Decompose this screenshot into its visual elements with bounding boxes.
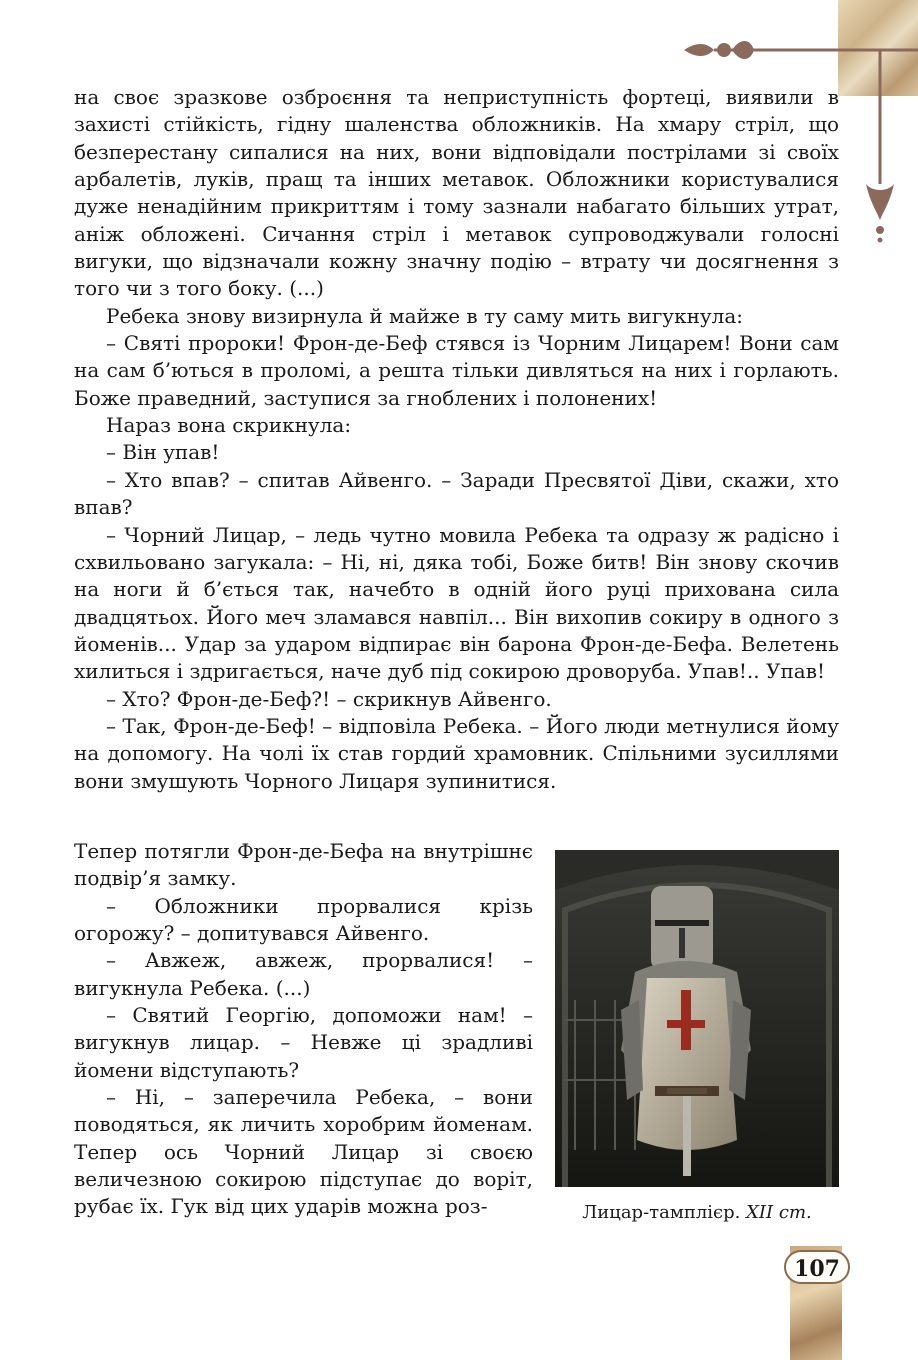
caption-text: Лицар-тамплієр.: [582, 1202, 741, 1223]
paragraph: – Обложники прорвалися крізь огорожу? – допитувався Айвенго.: [74, 893, 533, 946]
paragraph: – Святі пророки! Фрон-де-Беф стявся із Чорним Лицарем! Вони сам на сам б’ються в проломі, а решта тільки дивляться на них і горлають. Боже праведний, заступися за гноблених і полонених!: [74, 331, 839, 410]
paragraph: – Він упав!: [106, 440, 220, 465]
paragraph: – Святий Георгію, допоможи нам! – вигукнув лицар. – Невже ці зрадливі йомени відступають?: [74, 1003, 533, 1082]
paragraph: – Хто? Фрон-де-Беф?! – скрикнув Айвенго.: [106, 686, 552, 711]
page-number: 107: [784, 1250, 850, 1284]
figure-caption: [555, 1202, 839, 1223]
paragraph: – Ні, – заперечила Ребека, – вони поводяться, як личить хоробрим йоменам. Тепер ось Чорний Лицар зі своєю величезною сокирою підступає до воріт, рубає їх. Гук від цих ударів можна роз-: [74, 1085, 533, 1219]
main-text-top: [74, 84, 839, 795]
paragraph: Ребека знову визирнула й майже в ту саму мить вигукнула:: [106, 303, 744, 328]
paragraph: – Так, Фрон-де-Беф! – відповіла Ребека. – Його люди метнулися йому на допомогу. На чолі їх став гордий храмовник. Спільними зусиллями вони змушують Чорного Лицаря зупинитися.: [74, 713, 839, 793]
paragraph: – Авжеж, авжеж, прорвалися! – вигукнула Ребека. (...): [74, 948, 533, 1000]
paragraph: – Хто впав? – спитав Айвенго. – Заради Пресвятої Діви, скажи, хто впав?: [74, 467, 839, 520]
paragraph: на своє зразкове озброєння та неприступність фортеці, виявили в захисті стійкість, гідну шаленства обложників. На хмару стріл, що безперестану сипалися на них, вони відповідали пострілами зі своїх арбалетів, луків, пращ та інших метавок. Обложники користувалися дуже ненадійним прикриттям і тому зазнали набагато більших утрат, аніж обложені. Сичання стріл і метавок супроводжували голосні вигуки, що відзначали кожну значну подію – втрату чи досягнення з того чи з того боку. (...): [74, 85, 839, 301]
paragraph: Нараз вона скрикнула:: [106, 413, 352, 438]
paragraph: Тепер потягли Фрон-де-Бефа на внутрішнє подвір’я замку.: [74, 839, 533, 891]
main-text-left-column: [74, 838, 533, 1221]
knight-templar-illustration: [555, 850, 839, 1187]
paragraph: – Чорний Лицар, – ледь чутно мовила Ребека та одразу ж радісно і схвильовано загукала: – Ні, ні, дяка тобі, Боже битв! Він знову скочив на ноги й б’ється так, начебто в одній його руці прихована сила двадцятьох. Його меч зламався навпіл... Він вихопив сокиру в одного з йоменів... Удар за ударом відпирає він барона Фрон-де-Бефа. Велетень хилиться і здригається, наче дуб під сокирою дроворуба. Упав!.. Упав!: [74, 522, 839, 684]
caption-period: XII ст.: [746, 1202, 812, 1223]
